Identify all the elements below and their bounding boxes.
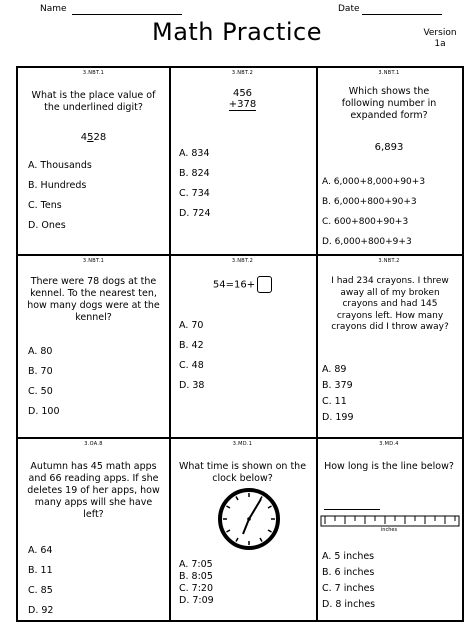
version-word: Version	[423, 28, 457, 38]
option-b[interactable]: B. 824	[179, 168, 210, 179]
option-a[interactable]: A. 64	[28, 545, 53, 556]
problem-1	[18, 68, 169, 254]
option-c[interactable]: C. 734	[179, 188, 210, 199]
question-text: I had 234 crayons. I threw away all of my broken crayons and had 145 crayons left. How many crayons did I throw away?	[331, 276, 449, 332]
addend-1: 456	[232, 88, 253, 99]
option-a[interactable]: A. 89	[322, 364, 347, 375]
standard-code: 3.MD.4	[379, 441, 399, 447]
option-c[interactable]: C. 50	[28, 386, 53, 397]
standard-code: 3.NBT.1	[378, 70, 400, 76]
clock-center	[247, 517, 251, 521]
version-label	[420, 28, 460, 50]
clock-image	[217, 487, 281, 551]
option-b[interactable]: B. 379	[322, 380, 353, 391]
ruler-image	[320, 515, 460, 537]
ruler-body	[321, 516, 459, 526]
ruler-label: inches	[380, 527, 398, 533]
answer-options	[28, 156, 92, 236]
option-b[interactable]: B. 42	[179, 340, 204, 351]
problem-2	[169, 68, 316, 254]
page-title: Math Practice	[151, 18, 323, 46]
option-a[interactable]: A. 80	[28, 346, 53, 357]
standard-code: 3.NBT.2	[231, 70, 254, 76]
standard-code: 3.NBT.2	[378, 258, 400, 264]
standard-code: 3.MD.1	[232, 441, 253, 447]
number-display: 6,893	[374, 142, 404, 153]
date-label: Date	[338, 4, 360, 14]
standard-code: 3.NBT.1	[82, 70, 105, 76]
option-a[interactable]: A. 6,000+8,000+90+3	[322, 177, 426, 187]
question-text: What time is shown on the clock below?	[178, 461, 307, 484]
measured-line	[324, 509, 380, 510]
equation-text: 54=16+	[212, 279, 256, 291]
version-number: 1a	[434, 39, 446, 49]
answer-options	[28, 541, 53, 620]
digit-after: 28	[93, 132, 107, 143]
digit-before: 4	[80, 132, 88, 143]
answer-options	[179, 144, 211, 224]
name-label: Name	[40, 4, 67, 14]
question-text: There were 78 dogs at the kennel. To the nearest ten, how many dogs were at the kennel?	[27, 276, 160, 323]
option-b[interactable]: B. Hundreds	[28, 180, 87, 191]
answer-options	[179, 316, 204, 396]
option-d[interactable]: D. 38	[179, 380, 205, 391]
option-a[interactable]: A. 834	[179, 148, 210, 159]
option-d[interactable]: D. 6,000+800+9+3	[322, 237, 412, 247]
number-display	[18, 132, 169, 143]
question-text: What is the place value of the underlined digit?	[31, 90, 156, 113]
answer-box[interactable]	[257, 276, 272, 293]
problem-4	[18, 256, 169, 437]
option-c[interactable]: C. 600+800+90+3	[322, 217, 409, 227]
option-d[interactable]: D. 7:09	[179, 595, 214, 606]
option-c[interactable]: C. Tens	[28, 200, 62, 211]
problem-7	[18, 439, 169, 620]
question-text: Which shows the following number in expanded form?	[341, 86, 437, 121]
question-text: Autumn has 45 math apps and 66 reading apps. If she deletes 19 of her apps, how many apps will she have left?	[27, 461, 160, 520]
addend-2: +378	[228, 99, 257, 110]
option-a[interactable]: A. Thousands	[28, 160, 92, 171]
option-d[interactable]: D. 8 inches	[322, 599, 376, 610]
option-a[interactable]: A. 5 inches	[322, 551, 375, 562]
option-d[interactable]: D. 199	[322, 412, 354, 423]
standard-code: 3.NBT.2	[231, 258, 254, 264]
answer-options	[322, 362, 354, 426]
option-b[interactable]: B. 70	[28, 366, 53, 377]
option-c[interactable]: C. 85	[28, 585, 53, 596]
option-c[interactable]: C. 7:20	[179, 583, 214, 594]
problem-8	[169, 439, 316, 620]
problem-9	[316, 439, 462, 620]
equation	[169, 276, 316, 293]
answer-options	[28, 342, 60, 422]
option-a[interactable]: A. 7:05	[179, 559, 213, 570]
option-c[interactable]: C. 7 inches	[322, 583, 375, 594]
option-d[interactable]: D. 724	[179, 208, 211, 219]
option-b[interactable]: B. 11	[28, 565, 53, 576]
option-c[interactable]: C. 48	[179, 360, 204, 371]
problem-grid	[16, 66, 464, 622]
option-d[interactable]: D. 92	[28, 605, 54, 616]
answer-options	[322, 549, 375, 613]
problem-6	[316, 256, 462, 437]
standard-code: 3.OA.8	[84, 441, 103, 447]
option-c[interactable]: C. 11	[322, 396, 347, 407]
question-text: How long is the line below?	[324, 461, 454, 472]
answer-options	[322, 172, 425, 252]
addition-problem	[169, 88, 316, 111]
option-a[interactable]: A. 70	[179, 320, 204, 331]
option-b[interactable]: B. 8:05	[179, 571, 213, 582]
option-d[interactable]: D. Ones	[28, 220, 66, 231]
problem-5	[169, 256, 316, 437]
name-line[interactable]	[72, 14, 182, 15]
option-d[interactable]: D. 100	[28, 406, 60, 417]
option-b[interactable]: B. 6,000+800+90+3	[322, 197, 417, 207]
date-line[interactable]	[362, 14, 442, 15]
option-b[interactable]: B. 6 inches	[322, 567, 375, 578]
underlined-digit: 5	[87, 132, 94, 143]
problem-3	[316, 68, 462, 254]
standard-code: 3.NBT.1	[82, 258, 105, 264]
answer-options	[179, 559, 214, 607]
